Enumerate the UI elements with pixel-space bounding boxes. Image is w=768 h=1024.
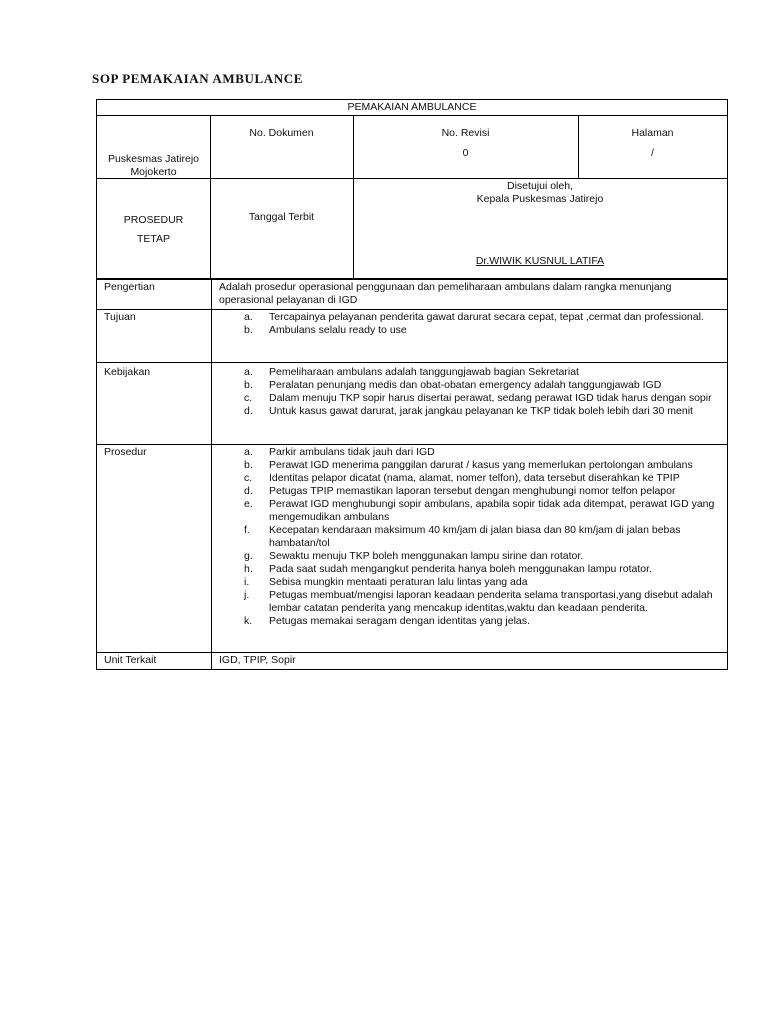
list-item <box>219 615 721 628</box>
no-revisi-label: No. Revisi <box>441 127 490 139</box>
list-item-marker: f. <box>244 524 250 536</box>
sop-header-box <box>96 99 728 279</box>
prosedur-content <box>212 445 728 653</box>
list-item-marker: b. <box>244 459 253 471</box>
label-kebijakan: Kebijakan <box>97 363 212 445</box>
list-item-marker: d. <box>244 405 253 417</box>
list-item-text: Ambulans selalu ready to use <box>269 324 407 336</box>
pengertian-text: Adalah prosedur operasional penggunaan dan pemeliharaan ambulans dalam rangka menunjang operasional pelayanan di IGD <box>212 280 728 310</box>
list-item-text: Pada saat sudah mengangkut penderita hanya boleh menggunakan lampu rotator. <box>269 563 652 575</box>
approval-line-1: Disetujui oleh, <box>507 180 573 192</box>
row-tujuan <box>97 310 728 363</box>
list-item-marker: c. <box>244 472 253 484</box>
list-item-text: Parkir ambulans tidak jauh dari IGD <box>269 446 435 458</box>
list-item-marker: k. <box>244 615 253 627</box>
list-item-text: Kecepatan kendaraan maksimum 40 km/jam di jalan biasa dan 80 km/jam di jalan bebas hambatan/tol <box>269 524 681 549</box>
unit-terkait-text: IGD, TPIP, Sopir <box>212 653 728 670</box>
tujuan-content <box>212 310 728 363</box>
list-item <box>219 405 721 418</box>
tujuan-list <box>219 311 721 337</box>
list-item-marker: b. <box>244 324 253 336</box>
row-kebijakan <box>97 363 728 445</box>
list-item-marker: b. <box>244 379 253 391</box>
label-unit-terkait: Unit Terkait <box>97 653 212 670</box>
list-item <box>219 311 721 324</box>
tanggal-terbit-label: Tanggal Terbit <box>248 211 315 223</box>
list-item-marker: j. <box>244 589 250 601</box>
halaman-label: Halaman <box>631 127 674 139</box>
label-prosedur: Prosedur <box>97 445 212 653</box>
list-item <box>219 472 721 485</box>
list-item-text: Dalam menuju TKP sopir harus disertai perawat, sedang perawat IGD tidak harus dengan sopir <box>269 392 712 404</box>
prosedur-list <box>219 446 721 628</box>
list-item-text: Sewaktu menuju TKP boleh menggunakan lampu sirine dan rotator. <box>269 550 584 562</box>
approval-line-2: Kepala Puskesmas Jatirejo <box>476 193 604 205</box>
list-item <box>219 524 721 550</box>
list-item <box>219 459 721 472</box>
list-item-marker: h. <box>244 563 253 575</box>
list-item-text: Petugas membuat/mengisi laporan keadaan penderita selama transportasi,yang disebut adalah lembar catatan penderita yang mencakup identitas,waktu dan keadaan penderita. <box>269 589 713 614</box>
sop-body-table <box>96 279 728 670</box>
row-unit-terkait <box>97 653 728 670</box>
list-item-text: Identitas pelapor dicatat (nama, alamat, nomer telfon), data tersebut diserahkan ke TPIP <box>269 472 680 484</box>
list-item-text: Untuk kasus gawat darurat, jarak jangkau pelayanan ke TKP tidak boleh lebih dari 30 menit <box>269 405 693 417</box>
approval-block <box>353 180 727 206</box>
list-item <box>219 446 721 459</box>
list-item <box>219 485 721 498</box>
list-item <box>219 550 721 563</box>
list-item-marker: d. <box>244 485 253 497</box>
kebijakan-list <box>219 366 721 418</box>
institution-name: Puskesmas Jatirejo Mojokerto <box>107 153 200 178</box>
no-revisi-value: 0 <box>462 147 469 159</box>
list-item-marker: a. <box>244 446 253 458</box>
row-pengertian <box>97 280 728 310</box>
list-item-marker: a. <box>244 366 253 378</box>
list-item-text: Petugas memakai seragam dengan identitas yang jelas. <box>269 615 530 627</box>
document-title: SOP PEMAKAIAN AMBULANCE <box>92 71 303 86</box>
list-item-text: Sebisa mungkin mentaati peraturan lalu lintas yang ada <box>269 576 528 588</box>
list-item-text: Pemeliharaan ambulans adalah tanggungjawab bagian Sekretariat <box>269 366 579 378</box>
list-item-text: Perawat IGD menghubungi sopir ambulans, apabila sopir tidak ada ditempat, perawat IGD yang mengemudikan ambulans <box>269 498 715 523</box>
list-item-text: Petugas TPIP memastikan laporan tersebut dengan menghubungi nomor telfon pelapor <box>269 485 676 497</box>
list-item <box>219 324 721 337</box>
list-item <box>219 576 721 589</box>
label-tujuan: Tujuan <box>97 310 212 363</box>
kebijakan-content <box>212 363 728 445</box>
list-item-marker: a. <box>244 311 253 323</box>
list-item-text: Peralatan penunjang medis dan obat-obatan emergency adalah tanggungjawab IGD <box>269 379 662 391</box>
list-item <box>219 563 721 576</box>
no-dokumen-label: No. Dokumen <box>249 127 314 139</box>
label-pengertian: Pengertian <box>97 280 212 310</box>
header-divider-title <box>97 115 727 116</box>
list-item <box>219 366 721 379</box>
list-item-marker: g. <box>244 550 253 562</box>
row-prosedur <box>97 445 728 653</box>
halaman-value: / <box>651 147 654 159</box>
list-item <box>219 498 721 524</box>
prosedur-tetap-label: PROSEDUR TETAP <box>123 214 184 245</box>
list-item-text: Tercapainya pelayanan penderita gawat darurat secara cepat, tepat ,cermat dan professional. <box>269 311 704 323</box>
list-item-marker: e. <box>244 498 253 510</box>
header-main-title: PEMAKAIAN AMBULANCE <box>347 101 477 113</box>
list-item <box>219 589 721 615</box>
list-item-marker: c. <box>244 392 253 404</box>
list-item-text: Perawat IGD menerima panggilan darurat / kasus yang memerlukan pertolongan ambulans <box>269 459 693 471</box>
list-item <box>219 392 721 405</box>
signatory-name: Dr.WIWIK KUSNUL LATIFA <box>475 255 605 267</box>
list-item-marker: i. <box>244 576 250 588</box>
list-item <box>219 379 721 392</box>
